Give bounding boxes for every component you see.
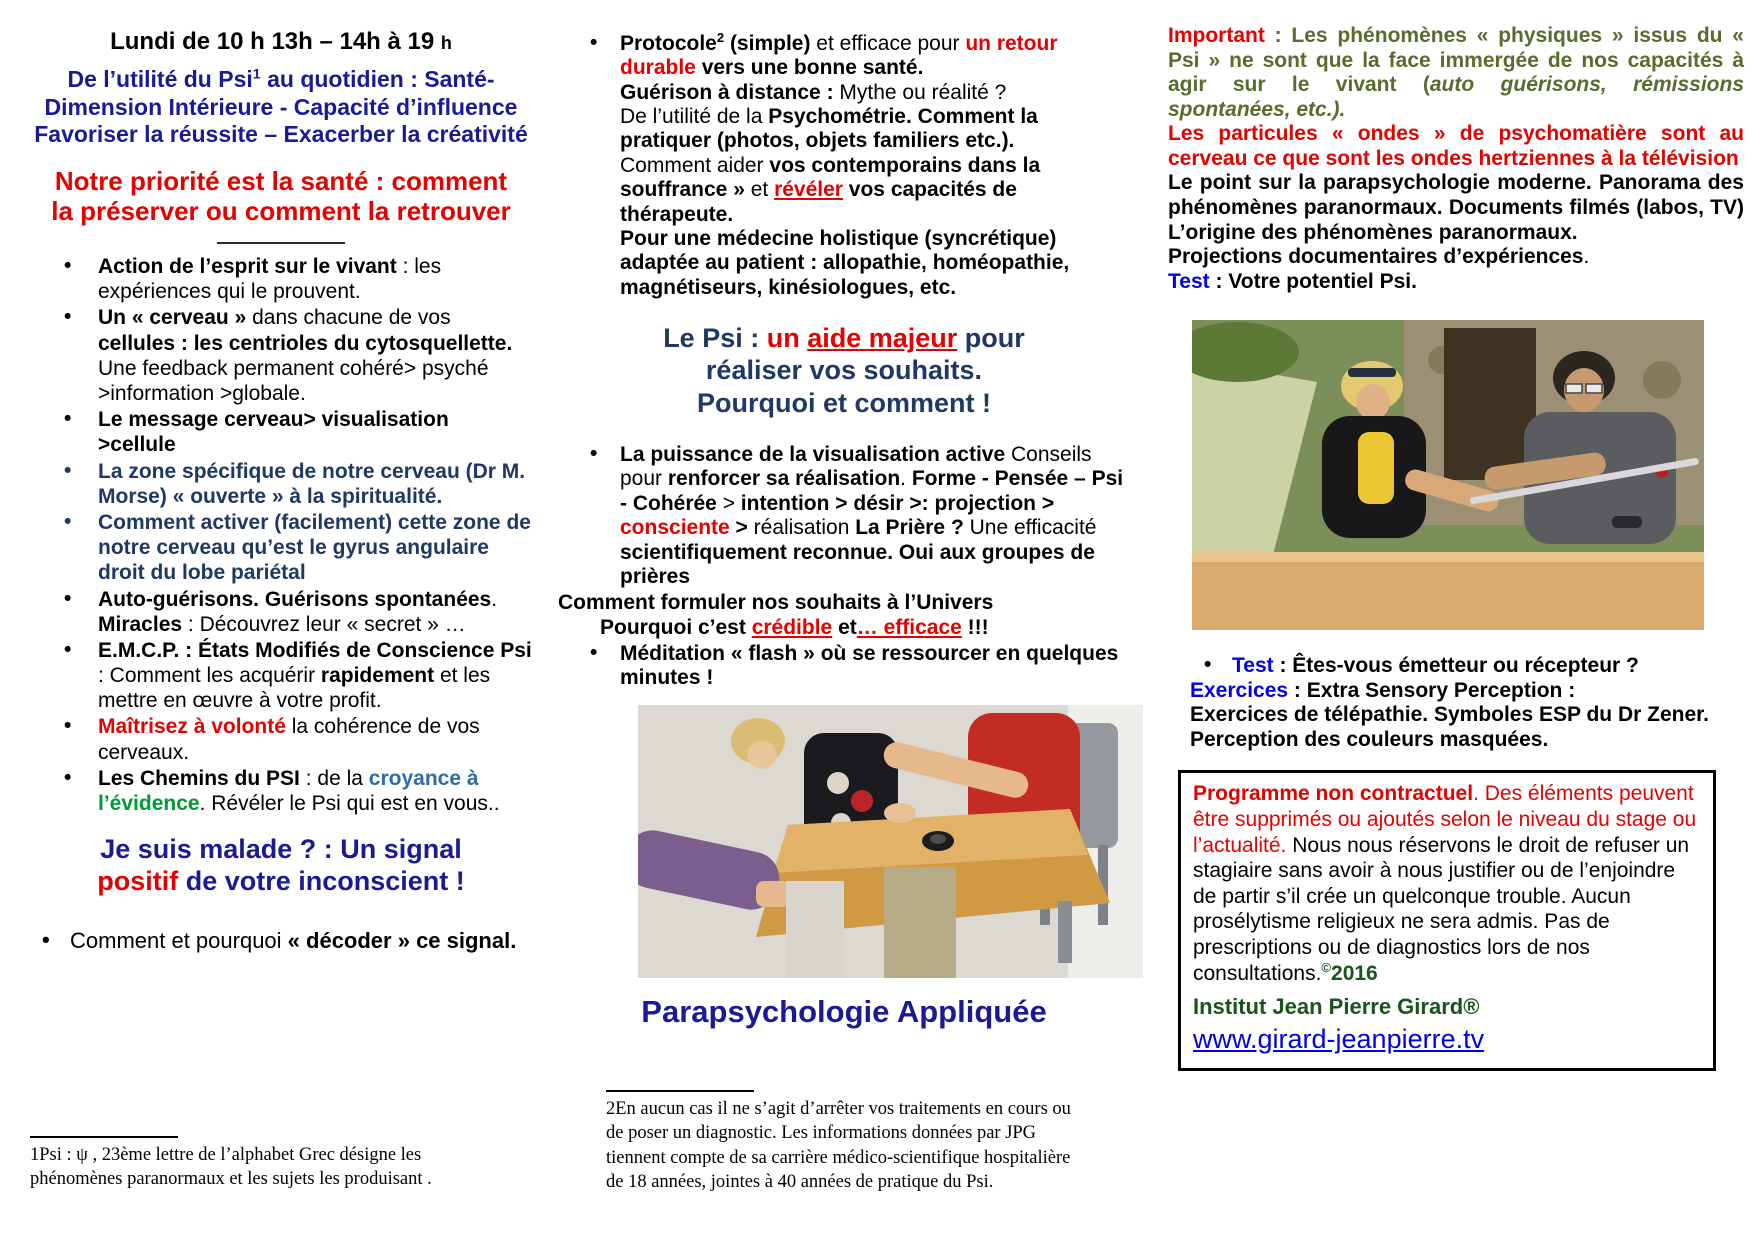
exercices-line-2: Exercices de télépathie. Symboles ESP du Dr Zener. Perception des couleurs masquées. xyxy=(1190,703,1710,751)
point-paragraph: Le point sur la parapsychologie moderne. Panorama des phénomènes paranormaux. Documents filmés (labos, TV) L’origine des phénomènes paranormaux. xyxy=(1168,171,1744,244)
website-link[interactable]: www.girard-jeanpierre.tv xyxy=(1193,1024,1485,1055)
le-psi-heading: Le Psi : un aide majeur pour réaliser vos souhaits. Pourquoi et comment ! xyxy=(663,322,1025,418)
photo-group-compass-experiment xyxy=(638,705,1143,978)
photo-psychokinesis-session-illustration xyxy=(1192,320,1704,630)
test-emetteur-bullet: • Test : Êtes-vous émetteur ou récepteur ? xyxy=(1168,654,1744,679)
footnote-2: 2En aucun cas il ne s’agit d’arrêter vos traitements en cours ou de poser un diagnostic. Les informations données par JPG tiennent compte de sa carrière médico-scientifique hospitalière de 18 années, jointes à 40 années de pratique du Psi. xyxy=(606,1090,1084,1195)
list-item: • Auto-guérisons. Guérisons spontanées. Miracles : Découvrez leur « secret » … xyxy=(30,587,532,637)
exercices-block xyxy=(1190,679,1744,753)
intro-heading: De l’utilité du Psi$^1$ au quotidien : Santé- Dimension Intérieure - Capacité d’influence Favoriser la réussite – Exacerber la créativité xyxy=(34,66,528,148)
guerison-paragraph: Guérison à distance : Mythe ou réalité ? xyxy=(620,80,1007,104)
meditation-bullet: • Méditation « flash » où se ressourcer en quelques minutes ! xyxy=(558,642,1130,691)
list-item: • E.M.C.P. : États Modifiés de Conscience Psi : Comment les acquérir rapidement et les mettre en œuvre à votre profit. xyxy=(30,638,532,714)
list-item: • Comment activer (facilement) cette zone de notre cerveau qu’est le gyrus angulaire droit du lobe pariétal xyxy=(30,510,532,586)
malade-heading: Je suis malade ? : Un signal positif de votre inconscient ! xyxy=(97,834,465,897)
main-title: Parapsychologie Appliquée xyxy=(641,993,1047,1029)
copyright-mark: © xyxy=(1321,959,1332,975)
priority-heading: Notre priorité est la santé : comment la préserver ou comment la retrouver xyxy=(51,165,511,226)
list-item: • Action de l’esprit sur le vivant : les expériences qui le prouvent. xyxy=(30,254,532,304)
souhaits-line-1: Comment formuler nos souhaits à l’Univers xyxy=(558,591,994,615)
psychometrie-paragraph: De l’utilité de la Psychométrie. Comment la pratiquer (photos, objets familiers etc.). xyxy=(620,105,1038,153)
footnote-separator xyxy=(606,1090,754,1092)
list-item: • Maîtrisez à volonté la cohérence de vos cerveaux. xyxy=(30,714,532,764)
left-column xyxy=(30,24,532,1224)
photo-psychokinesis-session xyxy=(1192,320,1704,630)
list-item: • Les Chemins du PSI : de la croyance à l’évidence. Révéler le Psi qui est en vous.. xyxy=(30,766,532,816)
topics-list xyxy=(30,254,532,816)
website-link-line xyxy=(1193,1023,1701,1056)
aider-paragraph: Comment aider vos contemporains dans la souffrance » et révéler vos capacités de thérapeute. xyxy=(620,153,1041,226)
protocole-bullet xyxy=(558,32,1130,300)
list-item: • La zone spécifique de notre cerveau (Dr M. Morse) « ouverte » à la spiritualité. xyxy=(30,459,532,509)
footnote-1: 1Psi : ψ , 23ème lettre de l’alphabet Grec désigne les phénomènes paranormaux et les sujets les produisant . xyxy=(30,1136,508,1192)
particules-paragraph: Les particules « ondes » de psychomatière sont au cerveau ce que sont les ondes hertziennes à la télévision xyxy=(1168,122,1744,170)
footnote-ref-2: 2 xyxy=(716,30,725,45)
protocole-paragraph: • Protocole$^2$ (simple) et efficace pour un retour durable vers une bonne santé. xyxy=(620,30,1058,80)
divider xyxy=(217,242,345,244)
right-column xyxy=(1168,24,1744,1224)
institute-name: Institut Jean Pierre Girard® xyxy=(1193,994,1480,1020)
test-potentiel-line: Test : Votre potentiel Psi. xyxy=(1168,269,1417,293)
program-paragraph: Programme non contractuel. Des éléments peuvent être supprimés ou ajoutés selon le niveau du stage ou l’actualité. Nous nous réservons le droit de refuser un stagiaire sans avoir à nous justifier ou de l’enjoindre de partir s’il crée un quelconque trouble. Aucun prosélytisme religieux ne sera admis. Pas de prescriptions ou de diagnostics lors de nos consultations.©2016 xyxy=(1193,782,1697,985)
photo-group-compass-experiment-illustration xyxy=(638,705,1143,978)
program-box xyxy=(1178,770,1716,1071)
important-paragraph: Important : Les phénomènes « physiques » issus du « Psi » ne sont que la face immergée de nos capacités à agir sur le vivant (auto guérisons, rémissions spontanées, etc.). xyxy=(1168,24,1744,121)
schedule-heading: Lundi de 10 h 13h – 14h à 19 h xyxy=(110,28,452,55)
medecine-paragraph: Pour une médecine holistique (syncrétique) adaptée au patient : allopathie, homéopathie, magnétiseurs, kinésiologues, etc. xyxy=(620,226,1070,299)
list-item: • Le message cerveau> visualisation >cellule xyxy=(30,407,532,457)
exercices-line-1: Exercices : Extra Sensory Perception : xyxy=(1190,678,1576,702)
list-item: • Un « cerveau » dans chacune de vos cellules : les centrioles du cytosquellette. Une feedback permanent cohéré> psyché >information >globale. xyxy=(30,305,532,406)
visualisation-bullet: • La puissance de la visualisation active Conseils pour renforcer sa réalisation. Forme - Pensée – Psi - Cohérée > intention > désir >: projection > consciente > réalisation La Prière ? Une efficacité scientifiquement reconnue. Oui aux groupes de prières xyxy=(558,443,1130,589)
footnote-separator xyxy=(30,1136,178,1138)
decoder-bullet: • Comment et pourquoi « décoder » ce signal. xyxy=(30,928,532,954)
footnote-ref-1: 1 xyxy=(252,66,261,83)
projections-line: Projections documentaires d’expériences. xyxy=(1168,245,1590,269)
souhaits-line-2: Pourquoi c’est crédible et… efficace !!! xyxy=(600,615,989,639)
middle-column xyxy=(558,24,1130,1224)
